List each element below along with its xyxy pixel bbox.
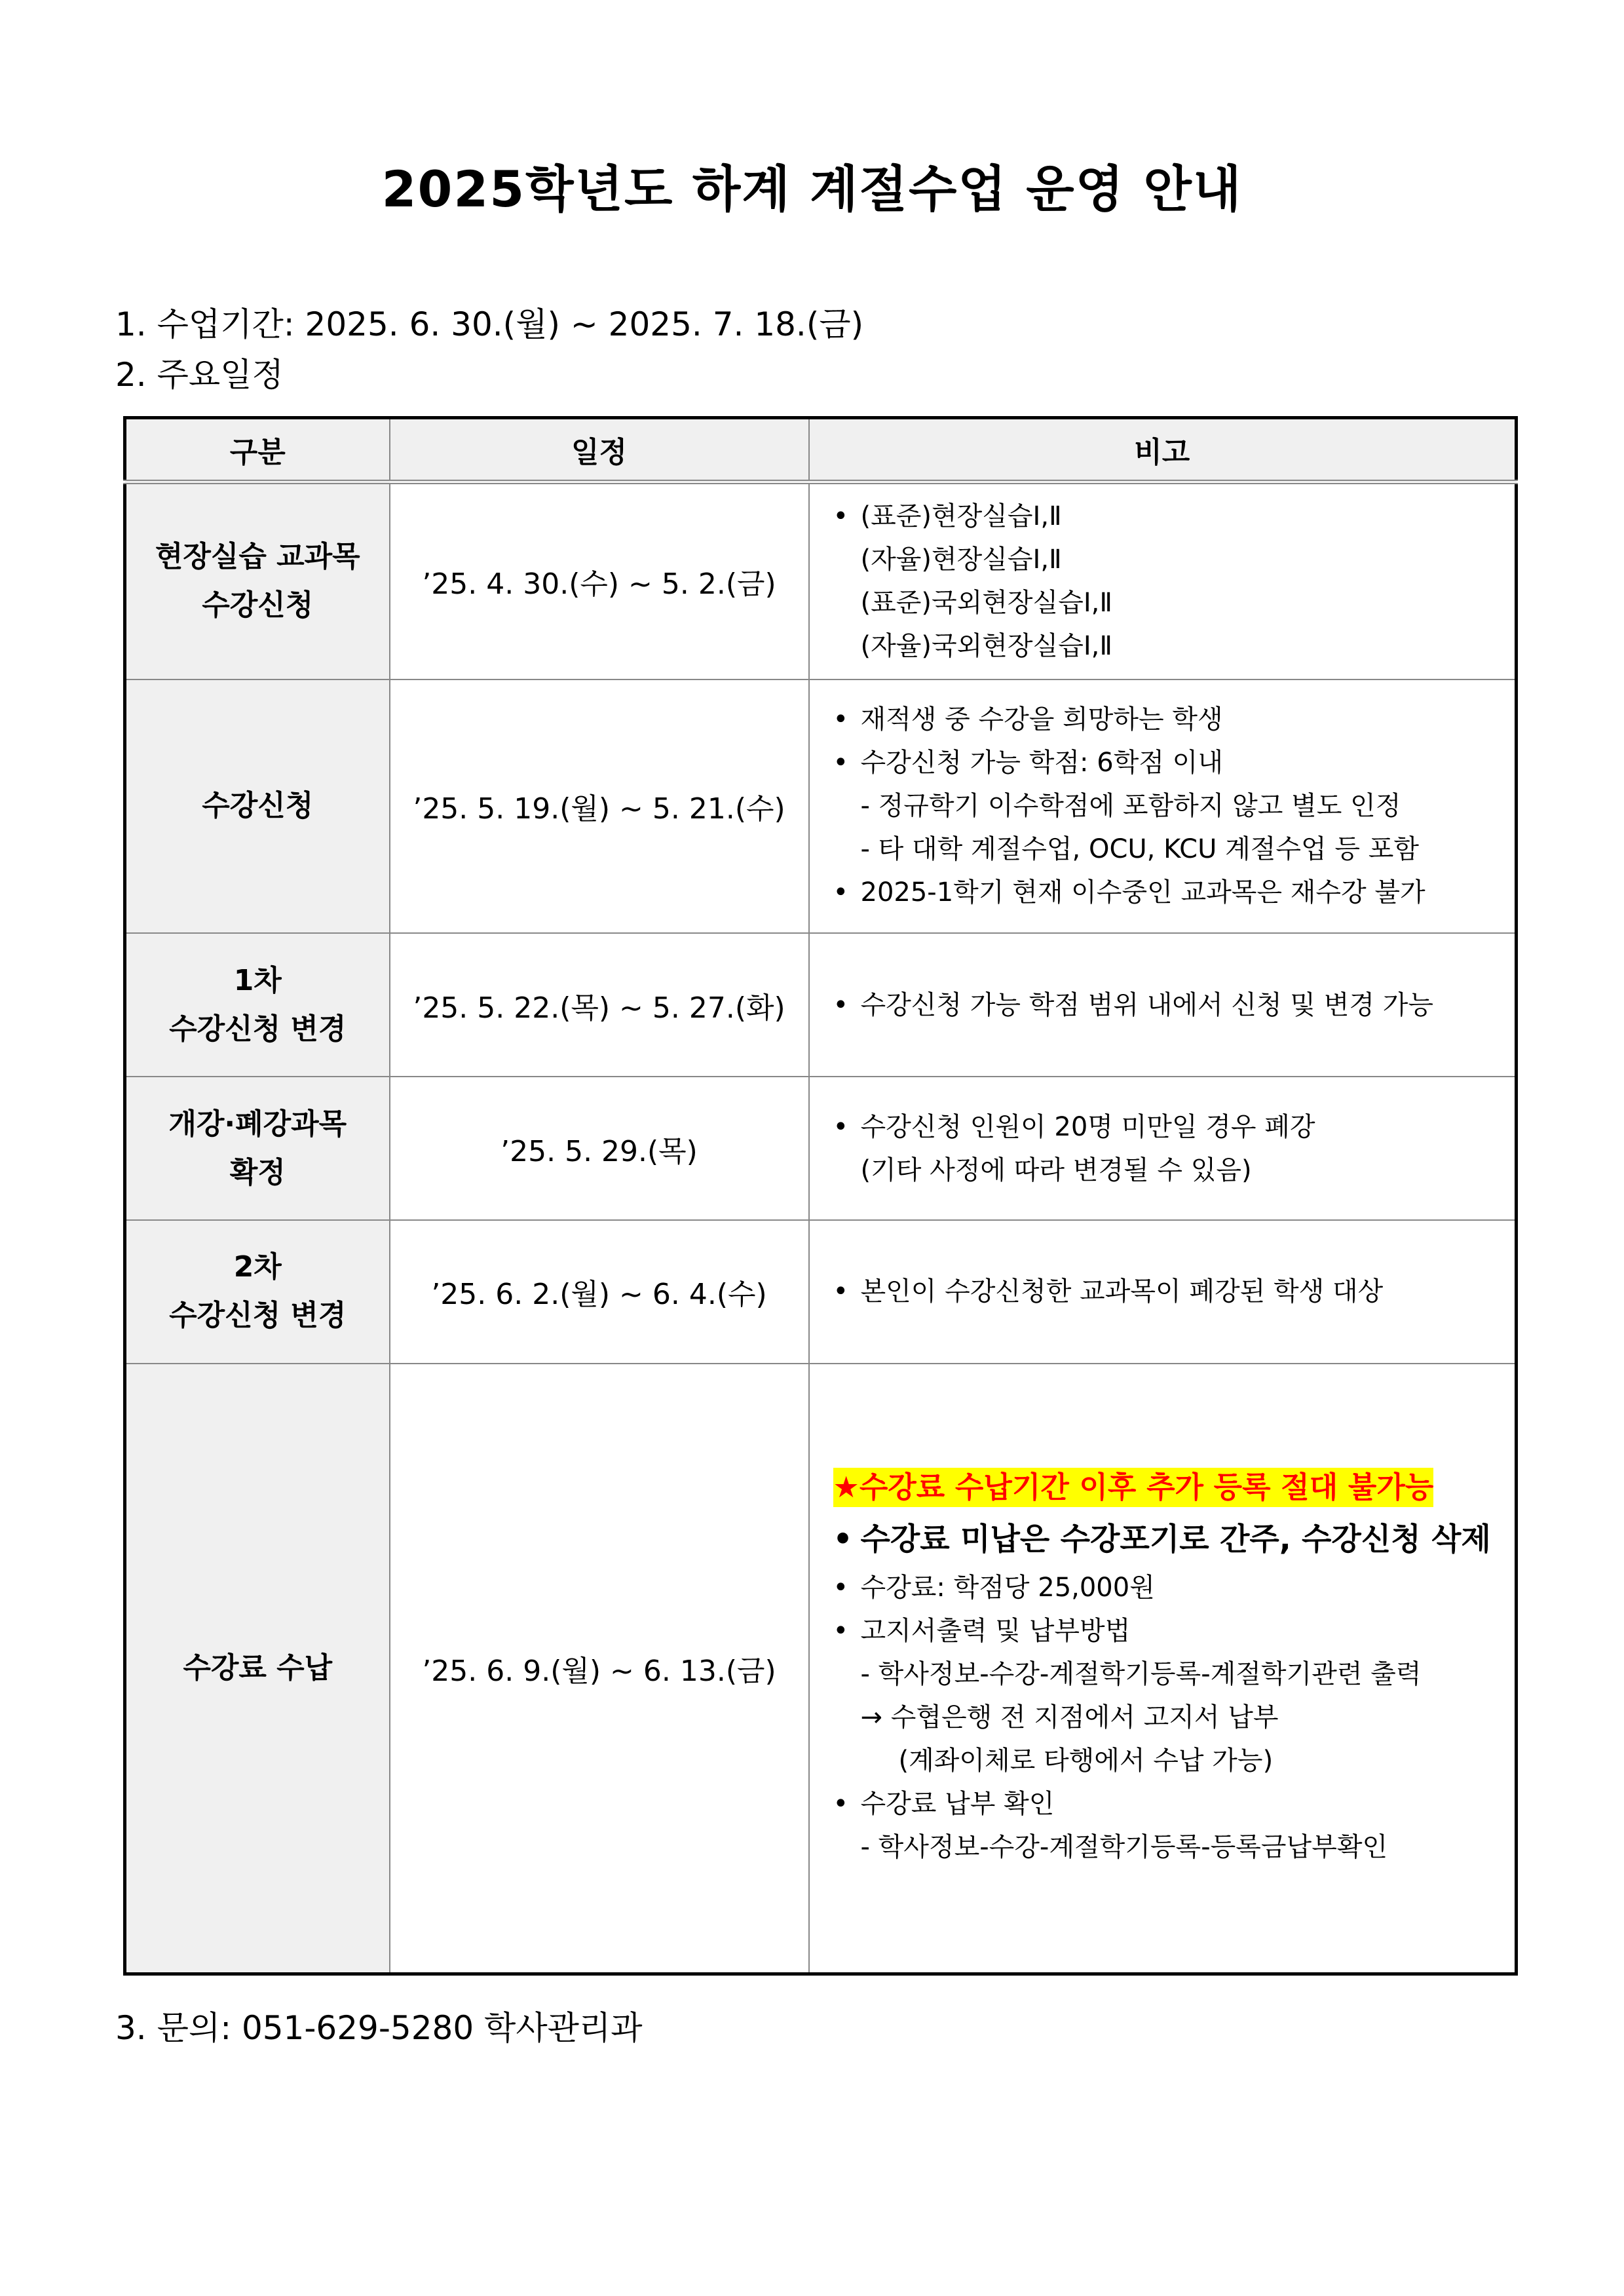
remark-bullet: • 고지서출력 및 납부방법 bbox=[833, 1609, 1509, 1653]
remark-sub: - 학사정보-수강-계절학기등록-계절학기관련 출력 bbox=[860, 1659, 1422, 1690]
row-date: ’25. 5. 22.(목) ~ 5. 27.(화) bbox=[390, 933, 809, 1077]
row-remarks bbox=[809, 1220, 1517, 1364]
header-remarks: 비고 bbox=[809, 418, 1517, 482]
row-label-line: 1차 bbox=[233, 963, 282, 997]
row-label-line: 현장실습 교과목 bbox=[155, 540, 360, 574]
table-row bbox=[125, 1220, 1517, 1364]
warning-banner: ★수강료 수납기간 이후 추가 등록 절대 불가능 bbox=[833, 1468, 1434, 1507]
row-label-line: 확정 bbox=[229, 1155, 286, 1189]
page-title: 2025학년도 하계 계절수업 운영 안내 bbox=[381, 160, 1243, 218]
remark-bullet: • 본인이 수강신청한 교과목이 폐강된 학생 대상 bbox=[833, 1270, 1509, 1313]
row-label-line: 수강신청 bbox=[202, 789, 314, 823]
row-date: ’25. 5. 29.(목) bbox=[390, 1077, 809, 1220]
row-date: ’25. 4. 30.(수) ~ 5. 2.(금) bbox=[390, 482, 809, 679]
remark-sub: (계좌이체로 타행에서 수납 가능) bbox=[898, 1746, 1274, 1776]
row-label-line: 2차 bbox=[233, 1250, 282, 1284]
table-row bbox=[125, 1077, 1517, 1220]
remark-bullet: • (표준)현장실습Ⅰ,Ⅱ bbox=[833, 495, 1509, 538]
schedule-table bbox=[123, 416, 1518, 1976]
row-date: ’25. 5. 19.(월) ~ 5. 21.(수) bbox=[390, 679, 809, 934]
row-date: ’25. 6. 2.(월) ~ 6. 4.(수) bbox=[390, 1220, 809, 1364]
row-label bbox=[125, 1364, 390, 1974]
row-remarks bbox=[809, 679, 1517, 934]
table-row bbox=[125, 933, 1517, 1077]
row-label bbox=[125, 482, 390, 679]
remark-bullet: • 수강신청 가능 학점 범위 내에서 신청 및 변경 가능 bbox=[833, 984, 1509, 1027]
remark-bullet: • 수강료 납부 확인 bbox=[833, 1782, 1509, 1826]
remark-bullet: • 재적생 중 수강을 희망하는 학생 bbox=[833, 698, 1509, 741]
row-label bbox=[125, 1220, 390, 1364]
remark-bullet: • 수강신청 가능 학점: 6학점 이내 bbox=[833, 741, 1509, 784]
contact-info: 3. 문의: 051-629-5280 학사관리과 bbox=[115, 2009, 643, 2047]
header-schedule: 일정 bbox=[390, 418, 809, 482]
row-label-line: 수강신청 변경 bbox=[169, 1012, 347, 1046]
remark-line: (기타 사정에 따라 변경될 수 있음) bbox=[860, 1155, 1252, 1185]
schedule-heading: 2. 주요일정 bbox=[115, 356, 284, 394]
table-header-row bbox=[125, 418, 1517, 482]
remark-bullet: • 수강료: 학점당 25,000원 bbox=[833, 1566, 1509, 1609]
row-label-line: 수강료 수납 bbox=[183, 1651, 333, 1685]
row-label bbox=[125, 1077, 390, 1220]
row-remarks bbox=[809, 1077, 1517, 1220]
header-category: 구분 bbox=[125, 418, 390, 482]
row-remarks bbox=[809, 933, 1517, 1077]
remark-sub: → 수협은행 전 지점에서 고지서 납부 bbox=[860, 1702, 1279, 1733]
row-remarks bbox=[809, 482, 1517, 679]
remark-sub: - 타 대학 계절수업, OCU, KCU 계절수업 등 포함 bbox=[860, 834, 1419, 865]
remark-bullet: • 수강신청 인원이 20명 미만일 경우 폐강 bbox=[833, 1105, 1509, 1149]
table-row bbox=[125, 679, 1517, 934]
remark-line: (표준)국외현장실습Ⅰ,Ⅱ bbox=[860, 588, 1113, 619]
remark-sub: - 정규학기 이수학점에 포함하지 않고 별도 인정 bbox=[860, 791, 1401, 822]
remark-line: (자율)현장실습Ⅰ,Ⅱ bbox=[860, 545, 1062, 575]
row-label-line: 수강신청 변경 bbox=[169, 1299, 347, 1333]
table-row bbox=[125, 482, 1517, 679]
row-label-line: 수강신청 bbox=[202, 588, 314, 622]
row-date: ’25. 6. 9.(월) ~ 6. 13.(금) bbox=[390, 1364, 809, 1974]
remark-bullet: • 2025-1학기 현재 이수중인 교과목은 재수강 불가 bbox=[833, 871, 1509, 914]
row-label bbox=[125, 679, 390, 934]
row-label bbox=[125, 933, 390, 1077]
table-row bbox=[125, 1364, 1517, 1974]
row-remarks bbox=[809, 1364, 1517, 1974]
remark-line: (자율)국외현장실습Ⅰ,Ⅱ bbox=[860, 631, 1113, 662]
class-period: 1. 수업기간: 2025. 6. 30.(월) ~ 2025. 7. 18.(금) bbox=[115, 305, 864, 343]
emphasis-bullet: • 수강료 미납은 수강포기로 간주, 수강신청 삭제 bbox=[833, 1514, 1509, 1566]
row-label-line: 개강·폐강과목 bbox=[168, 1107, 347, 1141]
remark-sub: - 학사정보-수강-계절학기등록-등록금납부확인 bbox=[860, 1832, 1388, 1863]
